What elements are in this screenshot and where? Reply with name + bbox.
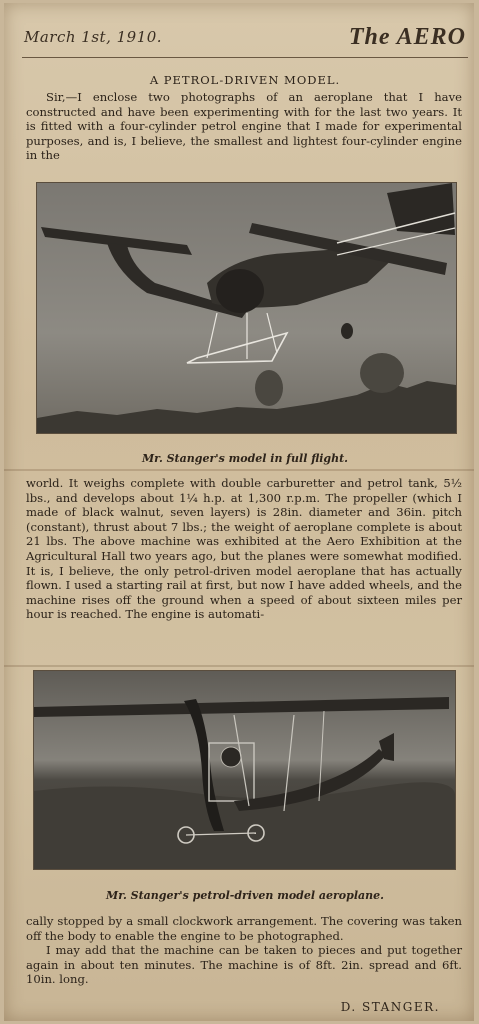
caption-model-in-flight: Mr. Stanger's model in full flight.: [141, 452, 349, 465]
caption-model-on-ground: Mr. Stanger's petrol-driven model aeroplane.: [106, 889, 384, 902]
paragraph-closing-text: cally stopped by a small clockwork arrangement. The covering was taken off the body to enable the engine to be photographed.: [26, 914, 462, 943]
photo-model-in-flight: [37, 183, 456, 433]
header-rule: [22, 57, 468, 58]
aeroplane-flight-photo: [37, 183, 456, 433]
paragraph-intro: [26, 90, 462, 164]
paragraph-specs: [26, 476, 462, 654]
author-signature: D. STANGER.: [340, 1000, 440, 1014]
newspaper-clipping: [4, 3, 474, 1021]
paragraph-closing: [26, 914, 462, 1004]
photo-model-on-ground: [34, 671, 455, 869]
article-title: A PETROL-DRIVEN MODEL.: [149, 73, 341, 87]
issue-date: March 1st, 1910.: [24, 28, 163, 46]
paragraph-intro-text: Sir,—I enclose two photographs of an aeroplane that I have constructed and have been experimenting with for the last two years. It is fitted with a four-cylinder petrol engine that I made for experimental purposes, and is, I believe, the smallest and lightest four-cylinder engine in the: [26, 90, 462, 163]
masthead-logo: The AERO: [348, 23, 466, 50]
paper-crease: [4, 665, 474, 667]
aeroplane-ground-photo: [34, 671, 455, 869]
page-header: [24, 21, 466, 53]
paper-crease: [4, 469, 474, 471]
paragraph-closing-note: I may add that the machine can be taken to pieces and put together again in about ten minutes. The machine is of 8ft. 2in. spread and 6ft. 10in. long.: [26, 943, 462, 987]
paragraph-specs-text: world. It weighs complete with double carburetter and petrol tank, 5½ lbs., and develops about 1¼ h.p. at 1,300 r.p.m. The propeller (which I made of black walnut, seven layers) is 28in. diameter and 36in. pitch (constant), thrust about 7 lbs.; the weight of aeroplane complete is about 21 lbs. The above machine was exhibited at the Aero Exhibition at the Agricultural Hall two years ago, but the planes were somewhat modified. It is, I believe, the only petrol-driven model aeroplane that has actually flown. I used a starting rail at first, but now I have added wheels, and the machine rises off the ground when a speed of about sixteen miles per hour is reached. The engine is automati-: [26, 476, 462, 622]
